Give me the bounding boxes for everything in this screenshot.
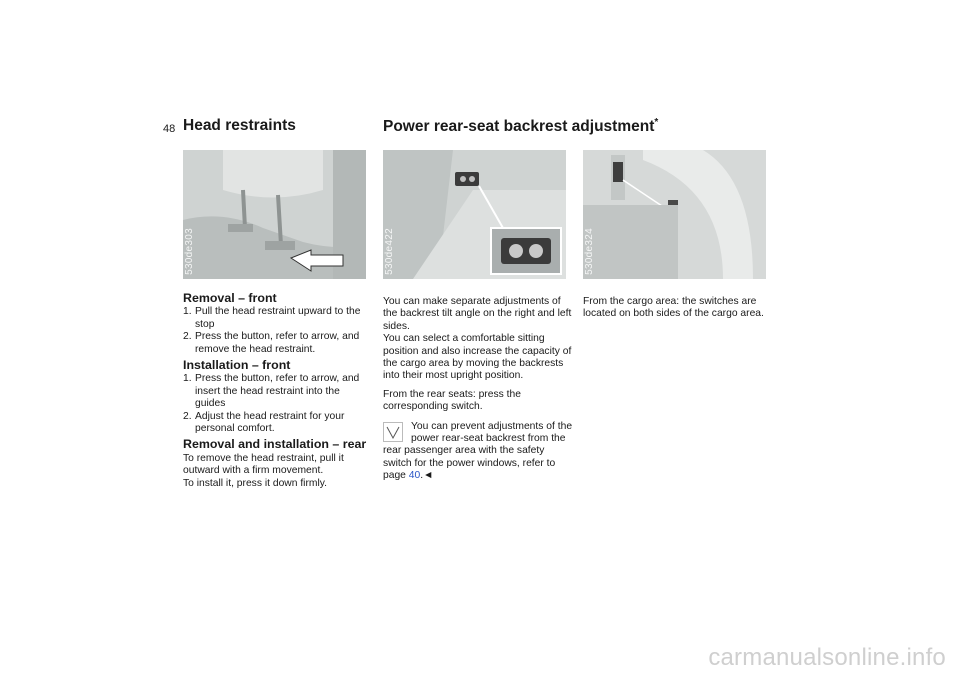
power-backrest-title bbox=[383, 117, 658, 136]
step-number: 1. bbox=[183, 373, 192, 385]
list-item bbox=[183, 411, 373, 436]
step-text: Pull the head restraint upward to the stop bbox=[195, 306, 361, 330]
head-restraints-title: Head restraints bbox=[183, 117, 296, 134]
body-text: To remove the head restraint, pull it outward with a firm movement. bbox=[183, 452, 344, 477]
note bbox=[383, 421, 573, 483]
page-number: 48 bbox=[163, 123, 176, 135]
head-restraint-figure bbox=[183, 150, 366, 279]
head-restraints-column bbox=[183, 292, 373, 490]
body-text: You can select a comfortable sitting position and also increase the capacity of the cargo area by moving the backrests into their most upright position. bbox=[383, 333, 572, 382]
step-text: Press the button, refer to arrow, and remove the head restraint. bbox=[195, 331, 360, 355]
installation-front-steps bbox=[183, 373, 373, 435]
body-text: From the cargo area: the switches are located on both sides of the cargo area. bbox=[583, 296, 764, 320]
step-number: 2. bbox=[183, 410, 192, 422]
watermark-logo: carmanualsonline.info bbox=[708, 644, 946, 671]
step-number: 1. bbox=[183, 306, 192, 318]
cargo-area-figure bbox=[583, 150, 766, 279]
section-heading: Installation – front bbox=[183, 358, 291, 373]
list-item bbox=[183, 373, 373, 410]
optional-equipment-mark: * bbox=[654, 117, 659, 128]
body-text: To install it, press it down firmly. bbox=[183, 477, 328, 489]
step-number: 2. bbox=[183, 331, 192, 343]
section-heading: Removal and installation – rear bbox=[183, 437, 367, 452]
section-heading: Removal – front bbox=[183, 291, 277, 305]
body-text: You can make separate adjustments of the backrest tilt angle on the right and left sides. bbox=[383, 296, 572, 332]
removal-front-steps bbox=[183, 306, 373, 356]
list-item bbox=[183, 306, 373, 331]
page-link[interactable]: 40 bbox=[408, 470, 421, 482]
figure-code: 530de422 bbox=[384, 228, 395, 275]
backrest-switch-figure bbox=[383, 150, 566, 279]
step-text: Adjust the head restraint for your personal comfort. bbox=[195, 410, 345, 435]
note-triangle-icon bbox=[383, 422, 403, 442]
cargo-area-column bbox=[583, 296, 773, 321]
power-backrest-column bbox=[383, 296, 573, 483]
step-text: Press the button, refer to arrow, and insert the head restraint into the guides bbox=[195, 373, 360, 410]
figure-code: 530de324 bbox=[584, 228, 595, 275]
list-item bbox=[183, 331, 373, 356]
note-end-mark: .◄ bbox=[420, 470, 434, 482]
power-backrest-title-text: Power rear-seat backrest adjustment bbox=[383, 118, 655, 136]
body-text: From the rear seats: press the corresponding switch. bbox=[383, 388, 521, 413]
figure-code: 530de303 bbox=[184, 228, 195, 275]
note-text: You can prevent adjustments of the power rear-seat backrest from the rear passenger area with the safety switch for the power windows, refer to page bbox=[383, 420, 573, 482]
